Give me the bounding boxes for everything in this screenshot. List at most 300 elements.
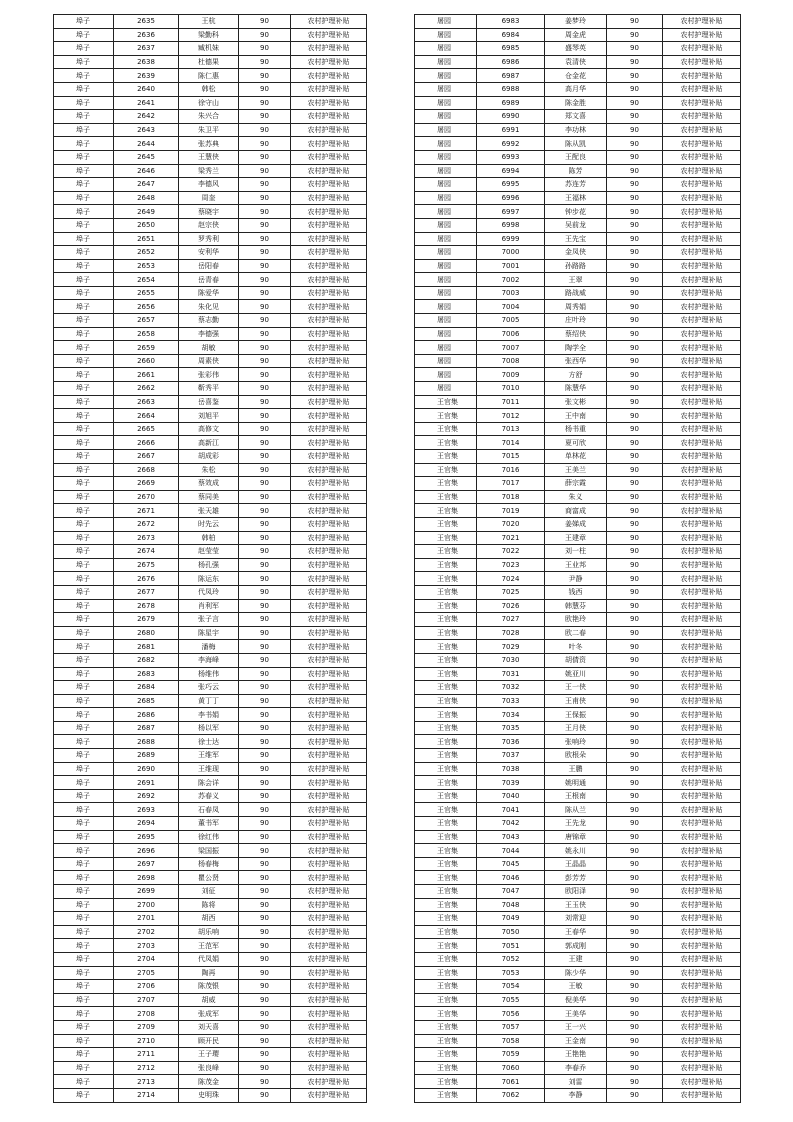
cell-amount: 90 (607, 585, 663, 599)
cell-serial: 7009 (477, 368, 545, 382)
cell-subsidy-type: 农村护理补贴 (663, 735, 741, 749)
table-row (54, 517, 367, 531)
cell-town: 王官集 (415, 558, 477, 572)
cell-town: 王官集 (415, 789, 477, 803)
cell-subsidy-type: 农村护理补贴 (663, 82, 741, 96)
cell-subsidy-type: 农村护理补贴 (291, 382, 367, 396)
cell-amount: 90 (607, 463, 663, 477)
cell-subsidy-type: 农村护理补贴 (663, 205, 741, 219)
cell-amount: 90 (607, 42, 663, 56)
cell-name: 陈金胜 (545, 96, 607, 110)
cell-amount: 90 (607, 232, 663, 246)
table-row (54, 545, 367, 559)
cell-serial: 6993 (477, 150, 545, 164)
table-row (54, 776, 367, 790)
cell-amount: 90 (607, 613, 663, 627)
table-row (54, 354, 367, 368)
cell-serial: 2637 (114, 42, 179, 56)
cell-town: 王官集 (415, 708, 477, 722)
table-row (415, 354, 741, 368)
cell-amount: 90 (239, 137, 291, 151)
cell-town: 埠子 (54, 341, 114, 355)
cell-subsidy-type: 农村护理补贴 (291, 205, 367, 219)
cell-serial: 7033 (477, 694, 545, 708)
cell-name: 赵宗侠 (179, 218, 239, 232)
cell-name: 时先云 (179, 517, 239, 531)
cell-town: 埠子 (54, 776, 114, 790)
cell-amount: 90 (239, 762, 291, 776)
cell-town: 埠子 (54, 150, 114, 164)
table-row (54, 681, 367, 695)
cell-name: 王春华 (545, 925, 607, 939)
cell-serial: 2682 (114, 653, 179, 667)
table-row (54, 613, 367, 627)
cell-subsidy-type: 农村护理补贴 (663, 55, 741, 69)
cell-serial: 2699 (114, 885, 179, 899)
table-row (415, 1020, 741, 1034)
cell-town: 王官集 (415, 830, 477, 844)
cell-amount: 90 (239, 1048, 291, 1062)
table-row (54, 749, 367, 763)
cell-subsidy-type: 农村护理补贴 (663, 531, 741, 545)
cell-amount: 90 (239, 830, 291, 844)
cell-serial: 2649 (114, 205, 179, 219)
table-row (54, 218, 367, 232)
cell-serial: 6988 (477, 82, 545, 96)
cell-town: 埠子 (54, 844, 114, 858)
cell-serial: 7004 (477, 300, 545, 314)
cell-name: 朱义 (545, 490, 607, 504)
table-row (415, 1007, 741, 1021)
table-row (415, 613, 741, 627)
cell-serial: 7031 (477, 667, 545, 681)
cell-name: 盛琴英 (545, 42, 607, 56)
cell-name: 王建章 (545, 531, 607, 545)
cell-town: 埠子 (54, 477, 114, 491)
cell-serial: 2714 (114, 1088, 179, 1102)
cell-subsidy-type: 农村护理补贴 (663, 123, 741, 137)
cell-subsidy-type: 农村护理补贴 (291, 925, 367, 939)
cell-subsidy-type: 农村护理补贴 (291, 273, 367, 287)
cell-amount: 90 (607, 844, 663, 858)
cell-serial: 2686 (114, 708, 179, 722)
table-row (415, 436, 741, 450)
cell-subsidy-type: 农村护理补贴 (663, 218, 741, 232)
cell-serial: 2673 (114, 531, 179, 545)
table-row (54, 314, 367, 328)
cell-town: 王官集 (415, 1007, 477, 1021)
cell-subsidy-type: 农村护理补贴 (291, 15, 367, 29)
cell-name: 郭成刚 (545, 939, 607, 953)
cell-serial: 6986 (477, 55, 545, 69)
cell-serial: 2692 (114, 789, 179, 803)
cell-name: 王福林 (545, 191, 607, 205)
table-row (54, 626, 367, 640)
table-row (415, 939, 741, 953)
cell-serial: 2694 (114, 817, 179, 831)
table-row (54, 844, 367, 858)
table-row (54, 1061, 367, 1075)
cell-serial: 2677 (114, 585, 179, 599)
cell-amount: 90 (239, 952, 291, 966)
cell-town: 埠子 (54, 259, 114, 273)
cell-serial: 2701 (114, 912, 179, 926)
cell-name: 周金虎 (545, 28, 607, 42)
table-row (54, 191, 367, 205)
cell-name: 王杭 (179, 15, 239, 29)
cell-subsidy-type: 农村护理补贴 (291, 246, 367, 260)
cell-serial: 7061 (477, 1075, 545, 1089)
cell-subsidy-type: 农村护理补贴 (291, 844, 367, 858)
cell-name: 商富成 (545, 504, 607, 518)
table-row (54, 1075, 367, 1089)
cell-amount: 90 (607, 925, 663, 939)
cell-subsidy-type: 农村护理补贴 (291, 436, 367, 450)
table-row (415, 599, 741, 613)
table-row (415, 830, 741, 844)
cell-amount: 90 (239, 327, 291, 341)
cell-name: 吴前龙 (545, 218, 607, 232)
cell-town: 屠园 (415, 55, 477, 69)
cell-amount: 90 (607, 640, 663, 654)
table-row (54, 952, 367, 966)
cell-town: 王官集 (415, 817, 477, 831)
cell-town: 埠子 (54, 653, 114, 667)
cell-name: 刘旭平 (179, 409, 239, 423)
cell-town: 屠园 (415, 354, 477, 368)
cell-amount: 90 (239, 477, 291, 491)
cell-town: 埠子 (54, 96, 114, 110)
cell-amount: 90 (607, 82, 663, 96)
cell-subsidy-type: 农村护理补贴 (663, 517, 741, 531)
cell-town: 屠园 (415, 28, 477, 42)
cell-amount: 90 (607, 259, 663, 273)
cell-subsidy-type: 农村护理补贴 (291, 164, 367, 178)
table-row (54, 939, 367, 953)
cell-amount: 90 (239, 599, 291, 613)
cell-serial: 2707 (114, 993, 179, 1007)
cell-town: 王官集 (415, 490, 477, 504)
cell-serial: 2703 (114, 939, 179, 953)
cell-amount: 90 (239, 585, 291, 599)
cell-amount: 90 (239, 558, 291, 572)
cell-name: 李德强 (179, 327, 239, 341)
cell-town: 王官集 (415, 857, 477, 871)
table-row (415, 721, 741, 735)
cell-amount: 90 (607, 830, 663, 844)
cell-amount: 90 (607, 28, 663, 42)
cell-amount: 90 (607, 436, 663, 450)
cell-town: 王官集 (415, 993, 477, 1007)
cell-subsidy-type: 农村护理补贴 (291, 912, 367, 926)
table-row (54, 1034, 367, 1048)
cell-amount: 90 (607, 137, 663, 151)
cell-subsidy-type: 农村护理补贴 (291, 232, 367, 246)
cell-town: 埠子 (54, 314, 114, 328)
cell-subsidy-type: 农村护理补贴 (291, 69, 367, 83)
cell-town: 埠子 (54, 789, 114, 803)
cell-amount: 90 (607, 1088, 663, 1102)
cell-subsidy-type: 农村护理补贴 (663, 817, 741, 831)
cell-subsidy-type: 农村护理补贴 (663, 28, 741, 42)
cell-town: 屠园 (415, 82, 477, 96)
table-row (54, 69, 367, 83)
cell-amount: 90 (607, 123, 663, 137)
cell-subsidy-type: 农村护理补贴 (291, 789, 367, 803)
cell-amount: 90 (607, 912, 663, 926)
cell-serial: 7021 (477, 531, 545, 545)
cell-amount: 90 (239, 1007, 291, 1021)
cell-name: 岳青春 (179, 273, 239, 287)
cell-serial: 7040 (477, 789, 545, 803)
cell-serial: 2659 (114, 341, 179, 355)
cell-amount: 90 (607, 504, 663, 518)
table-row (54, 123, 367, 137)
cell-serial: 6989 (477, 96, 545, 110)
cell-serial: 2661 (114, 368, 179, 382)
table-row (415, 667, 741, 681)
cell-subsidy-type: 农村护理补贴 (663, 844, 741, 858)
cell-name: 蔡晓宇 (179, 205, 239, 219)
cell-town: 王官集 (415, 1061, 477, 1075)
cell-name: 刘一柱 (545, 545, 607, 559)
cell-town: 埠子 (54, 735, 114, 749)
cell-town: 屠园 (415, 246, 477, 260)
cell-serial: 7043 (477, 830, 545, 844)
cell-serial: 2671 (114, 504, 179, 518)
cell-town: 埠子 (54, 463, 114, 477)
cell-town: 屠园 (415, 69, 477, 83)
cell-amount: 90 (607, 667, 663, 681)
cell-amount: 90 (239, 626, 291, 640)
cell-serial: 2674 (114, 545, 179, 559)
cell-amount: 90 (607, 694, 663, 708)
cell-name: 方舒 (545, 368, 607, 382)
cell-town: 埠子 (54, 232, 114, 246)
cell-serial: 2691 (114, 776, 179, 790)
cell-serial: 7037 (477, 749, 545, 763)
cell-town: 埠子 (54, 123, 114, 137)
table-row (415, 681, 741, 695)
cell-name: 陈茂银 (179, 980, 239, 994)
cell-subsidy-type: 农村护理补贴 (291, 327, 367, 341)
table-row (415, 789, 741, 803)
cell-subsidy-type: 农村护理补贴 (663, 259, 741, 273)
table-row (415, 409, 741, 423)
cell-amount: 90 (607, 246, 663, 260)
cell-name: 欧阳泽 (545, 885, 607, 899)
cell-subsidy-type: 农村护理补贴 (291, 871, 367, 885)
cell-subsidy-type: 农村护理补贴 (663, 1088, 741, 1102)
cell-serial: 7062 (477, 1088, 545, 1102)
table-row (54, 803, 367, 817)
cell-serial: 2695 (114, 830, 179, 844)
cell-amount: 90 (607, 993, 663, 1007)
cell-name: 陈少华 (545, 966, 607, 980)
cell-amount: 90 (607, 1075, 663, 1089)
cell-subsidy-type: 农村护理补贴 (663, 993, 741, 1007)
cell-subsidy-type: 农村护理补贴 (663, 952, 741, 966)
cell-amount: 90 (239, 871, 291, 885)
cell-amount: 90 (607, 178, 663, 192)
cell-town: 埠子 (54, 966, 114, 980)
cell-town: 埠子 (54, 1007, 114, 1021)
cell-town: 王官集 (415, 952, 477, 966)
cell-amount: 90 (607, 382, 663, 396)
cell-serial: 7032 (477, 681, 545, 695)
cell-name: 钟步花 (545, 205, 607, 219)
cell-town: 埠子 (54, 55, 114, 69)
cell-name: 周素侠 (179, 354, 239, 368)
cell-subsidy-type: 农村护理补贴 (291, 572, 367, 586)
cell-town: 王官集 (415, 885, 477, 899)
cell-name: 赵莹莹 (179, 545, 239, 559)
cell-name: 张文彬 (545, 395, 607, 409)
table-row (415, 952, 741, 966)
cell-serial: 7044 (477, 844, 545, 858)
cell-amount: 90 (607, 395, 663, 409)
cell-town: 埠子 (54, 1020, 114, 1034)
cell-serial: 2663 (114, 395, 179, 409)
cell-amount: 90 (607, 300, 663, 314)
cell-name: 蔡绍侠 (545, 327, 607, 341)
table-row (54, 409, 367, 423)
cell-town: 埠子 (54, 110, 114, 124)
cell-name: 蔡同美 (179, 490, 239, 504)
cell-town: 埠子 (54, 327, 114, 341)
cell-town: 王官集 (415, 436, 477, 450)
cell-town: 埠子 (54, 803, 114, 817)
cell-serial: 2664 (114, 409, 179, 423)
cell-town: 屠园 (415, 42, 477, 56)
cell-serial: 7042 (477, 817, 545, 831)
cell-town: 埠子 (54, 885, 114, 899)
cell-amount: 90 (607, 762, 663, 776)
cell-name: 韩柏 (179, 531, 239, 545)
table-row (54, 395, 367, 409)
cell-subsidy-type: 农村护理补贴 (663, 69, 741, 83)
cell-amount: 90 (607, 1034, 663, 1048)
cell-serial: 7007 (477, 341, 545, 355)
cell-town: 埠子 (54, 28, 114, 42)
cell-subsidy-type: 农村护理补贴 (291, 585, 367, 599)
cell-name: 梁勤科 (179, 28, 239, 42)
cell-town: 埠子 (54, 137, 114, 151)
cell-subsidy-type: 农村护理补贴 (291, 531, 367, 545)
cell-name: 杨书重 (545, 422, 607, 436)
cell-serial: 2652 (114, 246, 179, 260)
table-row (415, 966, 741, 980)
cell-name: 史明珠 (179, 1088, 239, 1102)
table-row (54, 980, 367, 994)
cell-serial: 6998 (477, 218, 545, 232)
cell-name: 孙路路 (545, 259, 607, 273)
cell-town: 埠子 (54, 721, 114, 735)
cell-subsidy-type: 农村护理补贴 (291, 300, 367, 314)
table-row (54, 205, 367, 219)
cell-subsidy-type: 农村护理补贴 (291, 626, 367, 640)
table-row (415, 1048, 741, 1062)
cell-name: 胡敏 (179, 341, 239, 355)
cell-town: 埠子 (54, 191, 114, 205)
cell-town: 王官集 (415, 966, 477, 980)
cell-amount: 90 (607, 980, 663, 994)
cell-serial: 2643 (114, 123, 179, 137)
cell-town: 王官集 (415, 395, 477, 409)
cell-serial: 7029 (477, 640, 545, 654)
table-row (415, 96, 741, 110)
cell-town: 埠子 (54, 382, 114, 396)
table-row (415, 1061, 741, 1075)
cell-amount: 90 (607, 558, 663, 572)
cell-subsidy-type: 农村护理补贴 (291, 613, 367, 627)
cell-town: 埠子 (54, 681, 114, 695)
table-row (54, 789, 367, 803)
cell-amount: 90 (239, 980, 291, 994)
cell-name: 仓金花 (545, 69, 607, 83)
cell-name: 张天雄 (179, 504, 239, 518)
cell-subsidy-type: 农村护理补贴 (663, 96, 741, 110)
cell-serial: 2700 (114, 898, 179, 912)
cell-amount: 90 (607, 681, 663, 695)
cell-subsidy-type: 农村护理补贴 (663, 830, 741, 844)
cell-amount: 90 (239, 341, 291, 355)
cell-subsidy-type: 农村护理补贴 (663, 382, 741, 396)
cell-subsidy-type: 农村护理补贴 (291, 504, 367, 518)
cell-subsidy-type: 农村护理补贴 (663, 273, 741, 287)
table-row (415, 395, 741, 409)
cell-serial: 2705 (114, 966, 179, 980)
cell-serial: 7028 (477, 626, 545, 640)
cell-town: 王官集 (415, 422, 477, 436)
cell-town: 埠子 (54, 368, 114, 382)
cell-name: 单林花 (545, 450, 607, 464)
cell-town: 埠子 (54, 218, 114, 232)
cell-subsidy-type: 农村护理补贴 (291, 667, 367, 681)
table-row (54, 450, 367, 464)
cell-name: 朱松 (179, 463, 239, 477)
table-row (415, 422, 741, 436)
table-row (54, 572, 367, 586)
cell-town: 王官集 (415, 450, 477, 464)
table-row (54, 531, 367, 545)
table-row (415, 885, 741, 899)
cell-subsidy-type: 农村护理补贴 (291, 55, 367, 69)
cell-serial: 6990 (477, 110, 545, 124)
cell-serial: 6987 (477, 69, 545, 83)
cell-serial: 7046 (477, 871, 545, 885)
table-row (54, 898, 367, 912)
cell-name: 陈会详 (179, 776, 239, 790)
cell-subsidy-type: 农村护理补贴 (663, 912, 741, 926)
cell-amount: 90 (607, 1048, 663, 1062)
table-row (54, 585, 367, 599)
cell-name: 陈芳 (545, 164, 607, 178)
cell-name: 蔡志勤 (179, 314, 239, 328)
cell-name: 李春乔 (545, 1061, 607, 1075)
cell-name: 李德风 (179, 178, 239, 192)
cell-amount: 90 (239, 1075, 291, 1089)
table-row (54, 640, 367, 654)
table-row (54, 708, 367, 722)
cell-subsidy-type: 农村护理补贴 (291, 42, 367, 56)
cell-name: 朱兴合 (179, 110, 239, 124)
cell-town: 埠子 (54, 164, 114, 178)
cell-amount: 90 (239, 885, 291, 899)
cell-name: 钱西 (545, 585, 607, 599)
cell-subsidy-type: 农村护理补贴 (291, 694, 367, 708)
cell-town: 埠子 (54, 436, 114, 450)
